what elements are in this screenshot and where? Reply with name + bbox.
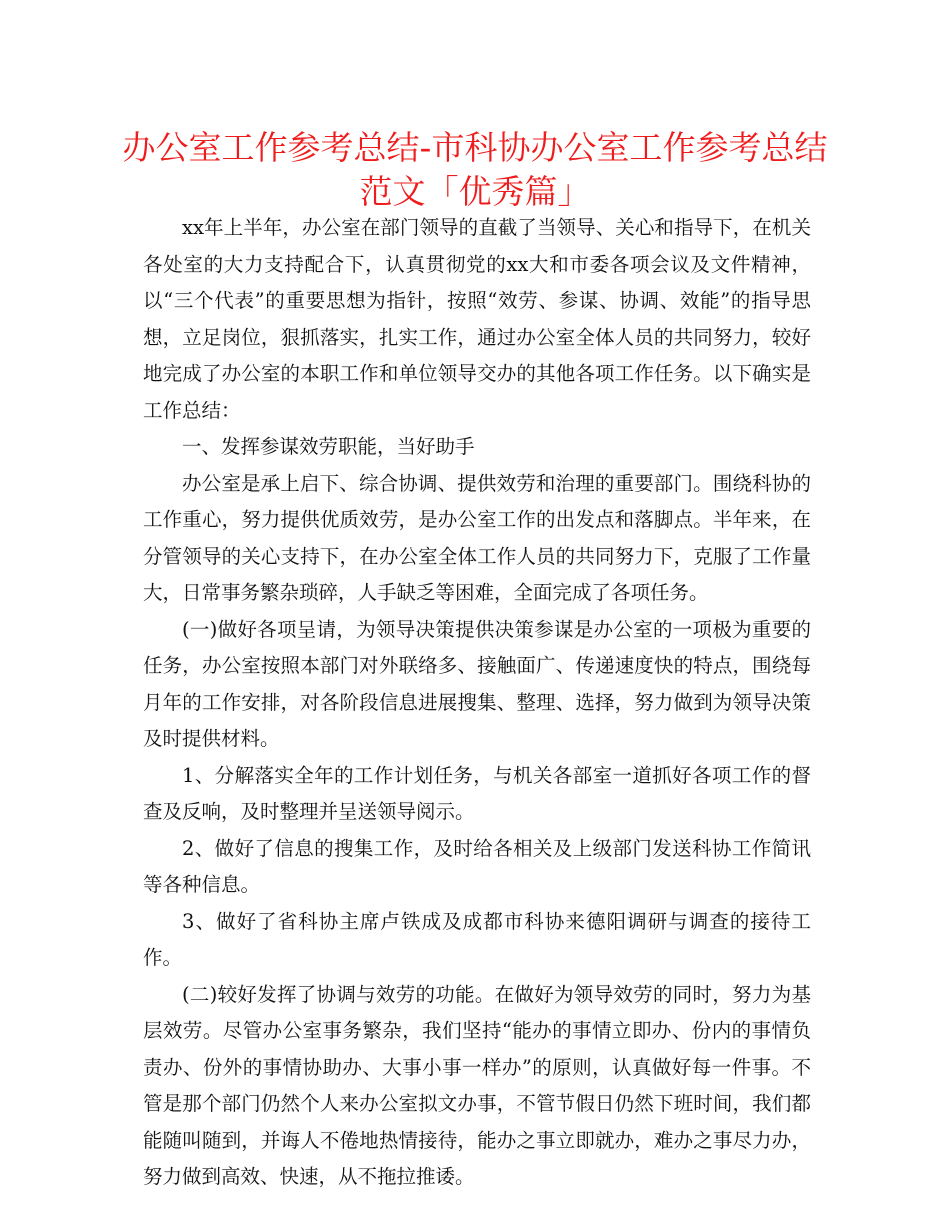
section-heading-1: 一、发挥参谋效劳职能，当好助手 — [182, 435, 475, 458]
paragraph-office-role: 办公室是承上启下、综合协调、提供效劳和治理的重要部门。围绕科协的工作重心，努力提供优质效劳，是办公室工作的出发点和落脚点。半年来，在分管领导的关心支持下，在办公室全体工作人员的共同努力下，克服了工作量大，日常事务繁杂琐碎，人手缺乏等困难，全面完成了各项任务。 — [143, 471, 811, 604]
document-title-line-2: 范文「优秀篇」 — [359, 172, 591, 211]
document-title-line-1: 办公室工作参考总结-市科协办公室工作参考总结 — [122, 128, 828, 167]
list-item-1: 1、分解落实全年的工作计划任务，与机关各部室一道抓好各项工作的督查及反响，及时整理并呈送领导阅示。 — [143, 763, 811, 823]
paragraph-subsection-1: (一)做好各项呈请，为领导决策提供决策参谋是办公室的一项极为重要的任务，办公室按照本部门对外联络多、接触面广、传递速度快的特点，围绕每月年的工作安排，对各阶段信息进展搜集、整理、选择，努力做到为领导决策及时提供材料。 — [143, 617, 811, 750]
list-item-3: 3、做好了省科协主席卢铁成及成都市科协来德阳调研与调查的接待工作。 — [143, 909, 811, 969]
paragraph-intro: xx年上半年，办公室在部门领导的直截了当领导、关心和指导下，在机关各处室的大力支持配合下，认真贯彻党的xx大和市委各项会议及文件精神，以“三个代表”的重要思想为指针，按照“效劳、参谋、协调、效能”的指导思想，立足岗位，狠抓落实，扎实工作，通过办公室全体人员的共同努力，较好地完成了办公室的本职工作和单位领导交办的其他各项工作任务。以下确实是工作总结： — [143, 216, 811, 422]
document-body — [143, 210, 811, 1196]
list-item-2: 2、做好了信息的搜集工作，及时给各相关及上级部门发送科协工作简讯等各种信息。 — [143, 836, 811, 896]
paragraph-subsection-2: (二)较好发挥了协调与效劳的功能。在做好为领导效劳的同时，努力为基层效劳。尽管办公室事务繁杂，我们坚持“能办的事情立即办、份内的事情负责办、份外的事情协助办、大事小事一样办”的原则，认真做好每一件事。不管是那个部门仍然个人来办公室拟文办事，不管节假日仍然下班时间，我们都能随叫随到，并诲人不倦地热情接待，能办之事立即就办，难办之事尽力办，努力做到高效、快速，从不拖拉推诿。 — [143, 982, 811, 1188]
